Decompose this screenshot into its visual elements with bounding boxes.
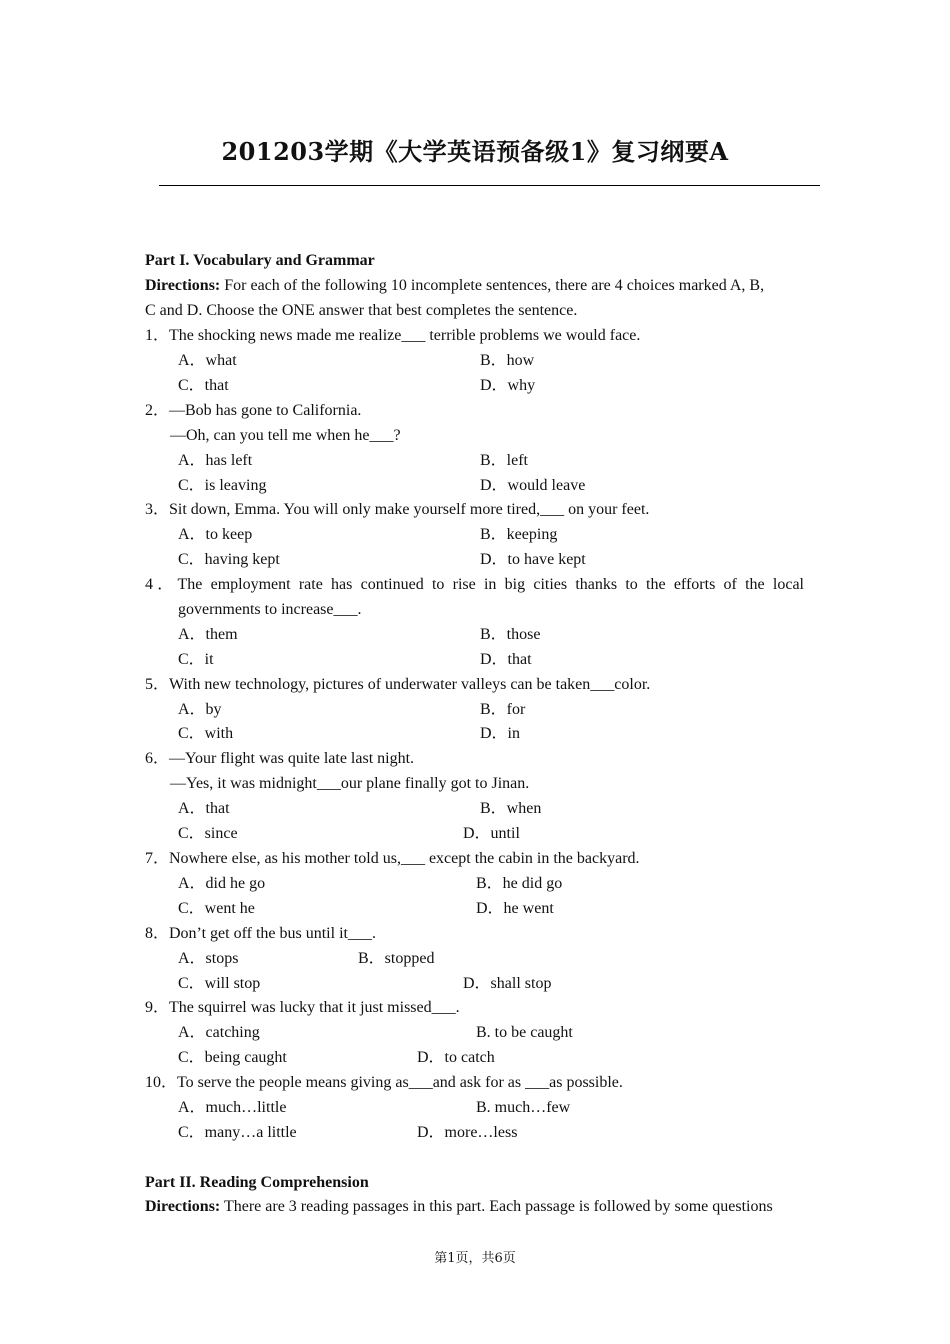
question-3-option-c: C．having kept (178, 551, 280, 568)
question-2-option-d: D．would leave (480, 477, 586, 494)
question-2-stem: 2．—Bob has gone to California. (145, 402, 362, 419)
question-1-stem: 1．The shocking news made me realize___ terrible problems we would face. (145, 327, 641, 344)
question-4-option-a: A．them (178, 626, 238, 643)
question-3-option-d: D．to have kept (480, 551, 586, 568)
question-7-stem: 7．Nowhere else, as his mother told us,___ except the cabin in the backyard. (145, 850, 640, 867)
part1-directions-line2: C and D. Choose the ONE answer that best completes the sentence. (145, 302, 578, 319)
part2-directions-text1: There are 3 reading passages in this part. Each passage is followed by some questions (220, 1198, 773, 1215)
question-10-option-a: A．much…little (178, 1099, 287, 1116)
question-10-stem: 10．To serve the people means giving as___and ask for as ___as possible. (145, 1074, 623, 1091)
question-5-option-a: A．by (178, 701, 222, 718)
question-8-option-b: B．stopped (358, 950, 435, 967)
question-3-stem: 3．Sit down, Emma. You will only make yourself more tired,___ on your feet. (145, 501, 650, 518)
part1-directions-line1 (145, 276, 764, 296)
question-2-option-a: A．has left (178, 452, 253, 469)
question-2-option-c: C．is leaving (178, 477, 267, 494)
question-7-option-d: D．he went (476, 900, 554, 917)
question-6-stem: 6．—Your flight was quite late last night. (145, 750, 415, 767)
question-6-stem-line2: —Yes, it was midnight___our plane finally got to Jinan. (170, 775, 530, 792)
question-1-option-d: D．why (480, 377, 536, 394)
question-4-option-c: C．it (178, 651, 214, 668)
question-6-option-b: B．when (480, 800, 542, 817)
question-10-option-c: C．many…a little (178, 1124, 297, 1141)
document-title: 201203学期《大学英语预备级1》复习纲要A (221, 137, 729, 166)
question-6-option-c: C．since (178, 825, 238, 842)
question-2-option-b: B．left (480, 452, 528, 469)
question-1-option-a: A．what (178, 352, 237, 369)
question-5-option-b: B．for (480, 701, 526, 718)
question-9-stem: 9．The squirrel was lucky that it just missed___. (145, 999, 460, 1016)
question-4-stem: 4．The employment rate has continued to rise in big cities thanks to the efforts of the local (145, 576, 804, 593)
part2-directions-line1 (145, 1197, 773, 1217)
question-7-option-c: C．went he (178, 900, 255, 917)
question-2-stem-line2: —Oh, can you tell me when he___? (170, 427, 401, 444)
question-1-option-b: B．how (480, 352, 535, 369)
part1-directions-label: Directions: (145, 277, 221, 294)
question-10-option-b: B. much…few (476, 1099, 571, 1116)
question-4-option-b: B．those (480, 626, 541, 643)
part2-directions-label: Directions: (145, 1198, 221, 1215)
part1-directions-text1: For each of the following 10 incomplete sentences, there are 4 choices marked A, B, (220, 277, 765, 294)
question-7-option-a: A．did he go (178, 875, 266, 892)
question-8-option-c: C．will stop (178, 975, 261, 992)
question-5-stem: 5．With new technology, pictures of underwater valleys can be taken___color. (145, 676, 651, 693)
title-divider (159, 185, 820, 186)
question-9-option-a: A．catching (178, 1024, 260, 1041)
question-4-option-d: D．that (480, 651, 532, 668)
question-6-option-a: A．that (178, 800, 230, 817)
page-footer: 第1页，共6页 (434, 1251, 516, 1266)
part1-heading: Part I. Vocabulary and Grammar (145, 252, 375, 269)
question-9-option-d: D．to catch (417, 1049, 495, 1066)
question-9-option-b: B. to be caught (476, 1024, 573, 1041)
question-8-stem: 8．Don’t get off the bus until it___. (145, 925, 376, 942)
question-7-option-b: B．he did go (476, 875, 563, 892)
question-8-option-d: D．shall stop (463, 975, 552, 992)
question-10-option-d: D．more…less (417, 1124, 518, 1141)
question-9-option-c: C．being caught (178, 1049, 287, 1066)
question-1-option-c: C．that (178, 377, 229, 394)
question-8-option-a: A．stops (178, 950, 239, 967)
question-6-option-d: D．until (463, 825, 520, 842)
question-3-option-a: A．to keep (178, 526, 253, 543)
question-5-option-c: C．with (178, 725, 234, 742)
part2-heading: Part II. Reading Comprehension (145, 1174, 369, 1191)
question-5-option-d: D．in (480, 725, 521, 742)
question-4-stem-line2: governments to increase___. (178, 601, 362, 618)
question-3-option-b: B．keeping (480, 526, 558, 543)
